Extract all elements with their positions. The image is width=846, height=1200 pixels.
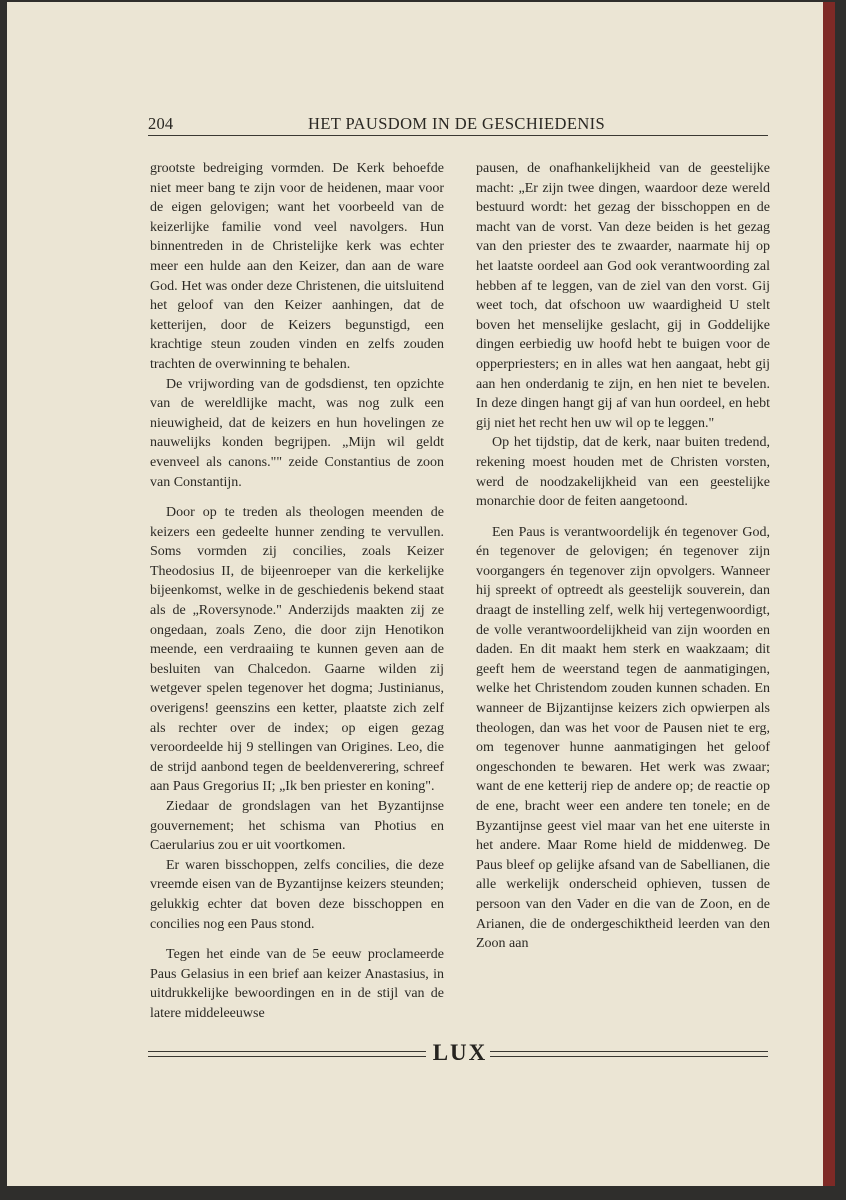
paragraph: Er waren bisschoppen, zelfs concilies, die deze vreemde eisen van de Byzantijnse keizers steunden; gelukkig echter dat boven deze bisschoppen en concilies nog een Paus stond. [150, 857, 444, 932]
footer-rule-right [490, 1051, 768, 1057]
lux-logo: LUX [432, 1040, 488, 1065]
paragraph: Door op te treden als theologen meenden de keizers een gedeelte hunner zending te vervullen. Soms vormden zij concilies, zoals Keizer Theodosius II, de bijeenroeper van die kerkelijke bijeenkomst, welke in de geschiedenis bekend staat als de „Roversynode." Anderzijds maakten zij ze ongedaan, zoals Zeno, die door zijn Henotikon meende, een verdraaiing te kunnen geven aan de besluiten van Chalcedon. Gaarne wilden zij wetgever spelen tegenover het dogma; Justinianus, overigens! geenszins een ketter, plaatste zich zelf als rechter over de index; op eigen gezag veroordeelde hij 9 stellingen van Origines. Leo, die de strijd aanbond tegen de beeldenverering, schreef aan Paus Gregorius II; „Ik ben priester en koning". [150, 505, 444, 795]
paragraph: Ziedaar de grondslagen van het Byzantijnse gouvernement; het schisma van Photius en Caerularius zou er uit voortkomen. [150, 799, 444, 854]
left-column [150, 159, 444, 1024]
paragraph: Op het tijdstip, dat de kerk, naar buiten tredend, rekening moest houden met de Christen vorsten, werd de noodzakelijkheid van een geestelijke monarchie door de feiten aangetoond. [476, 435, 770, 510]
paragraph: pausen, de onafhankelijkheid van de geestelijke macht: „Er zijn twee dingen, waardoor deze wereld bestuurd wordt: het gezag der bisschoppen en de macht van de vorst. Van deze beiden is het gezag van den priester des te zwaarder, naarmate hij op het laatste oordeel aan God ook verantwoording zal hebben af te leggen, van de ziel van den vorst. Gij weet toch, dat ofschoon uw waardigheid U stelt boven het menselijke geslacht, gij in Goddelijke dingen eerbiedig uw hoofd hebt te buigen voor de opperpriesters; en in alles wat hen aangaat, hebt gij aan hen onderdanig te zijn, en hen niet te bevelen. In deze dingen hangt gij af van hun oordeel, en hebt gij niet het recht hen uw wil op te leggen." [476, 161, 770, 431]
paragraph: grootste bedreiging vormden. De Kerk behoefde niet meer bang te zijn voor de heidenen, maar voor de eigen gelovigen; want het voorbeeld van de keizerlijke familie vond veel navolgers. Hun binnentreden in de Christelijke kerk was echter meer een hulde aan den Keizer, dan aan de ware God. Het was onder deze Christenen, die uitsluitend het geloof van den Keizer aanhingen, dat de ketterijen, door de Keizers begunstigd, een krachtige steun zouden vinden en zelfs zouden trachten de overwinning te behalen. [150, 161, 444, 372]
running-title: HET PAUSDOM IN DE GESCHIEDENIS [308, 114, 606, 133]
paragraph: Tegen het einde van de 5e eeuw proclameerde Paus Gelasius in een brief aan keizer Anastasius, in uitdrukkelijke bewoordingen en in de stijl van de latere middeleeuwse [150, 947, 444, 1021]
book-binding-edge [823, 2, 835, 1186]
page-header [148, 114, 768, 134]
footer-rule-left [148, 1051, 426, 1057]
page-footer [148, 1040, 768, 1069]
right-column [476, 159, 770, 954]
page-number: 204 [148, 114, 174, 133]
paragraph: Een Paus is verantwoordelijk én tegenover God, én tegenover de gelovigen; én tegenover zijn voorgangers én tegenover zijn opvolgers. Wanneer hij spreekt of optreedt als geestelijk souverein, dan draagt de instelling zelf, welk hij vertegenwoordigt, de volle verantwoordelijkheid van zijn woorden en daden. En dit maakt hem sterk en waakzaam; dit geeft hem de weerstand tegen de aanmatigingen, welke het Christendom zouden kunnen schaden. En wanneer de Bijzantijnse keizers zich opwierpen als theologen, dan was het voor de Pausen niet te erg, om tegenover hunne aanmatigingen het geloof ongeschonden te bewaren. Het werk was zwaar; want de ene ketterij riep de andere op; de reactie op de ene, bracht weer een andere ten tonele; en de Byzantijnse geest viel maar van het ene uiterste in het andere. Maar Rome hield de middenweg. De Paus bleef op gelijke afsand van de Sabellianen, die alle werkelijk onderscheid ophieven, tussen de persoon van den Vader en die van de Zoon, en de Arianen, die de ondergeschiktheid leerden van den Zoon aan [476, 524, 770, 952]
header-rule [148, 135, 768, 136]
paragraph: De vrijwording van de godsdienst, ten opzichte van de wereldlijke macht, was nog zulk een nieuwigheid, dat de keizers en hun hovelingen ze nauwelijks konden begrijpen. „Mijn wil geldt evenveel als canons."" zeide Constantius de zoon van Constantijn. [150, 376, 444, 490]
